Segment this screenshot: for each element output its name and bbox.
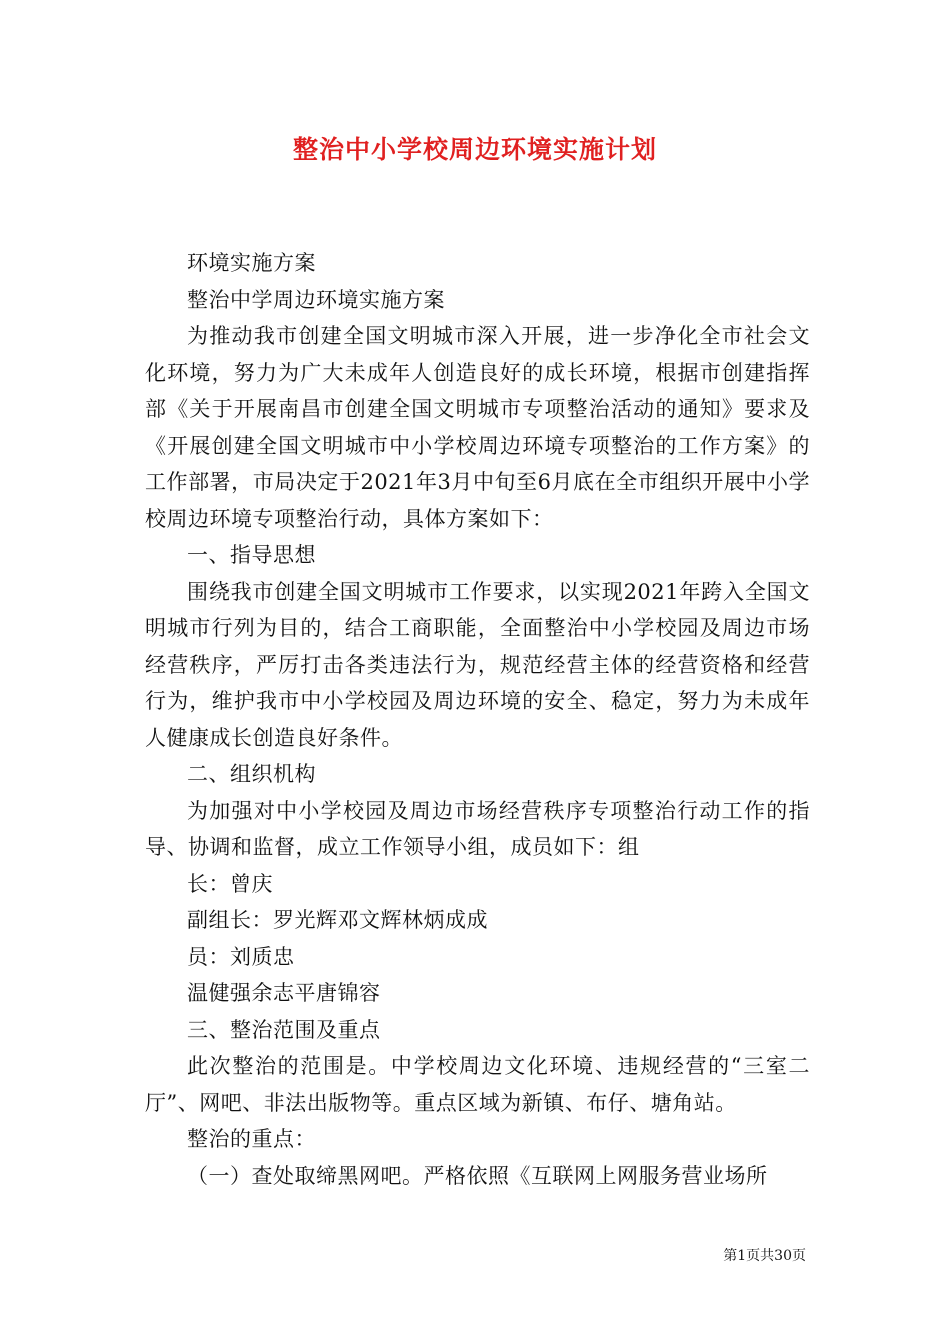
paragraph: 副组长：罗光辉邓文辉林炳成成 [187, 908, 488, 932]
page-number: 第1页共30页 [723, 1248, 806, 1264]
paragraph: （一）查处取缔黑网吧。严格依照《互联网上网服务营业场所 [187, 1163, 768, 1188]
section-heading: 一、指导思想 [187, 543, 316, 567]
paragraph: 围绕我市创建全国文明城市工作要求，以实现2021年跨入全国文明城市行列为目的，结合工商职能，全面整治中小学校园及周边市场经营秩序，严厉打击各类违法行为，规范经营主体的经营资格和经营行为，维护我市中小学校园及周边环境的安全、稳定，努力为未成年人健康成长创造良好条件。 [145, 579, 810, 750]
paragraph: 环境实施方案 [187, 251, 316, 275]
paragraph: 温健强余志平唐锦容 [187, 981, 381, 1005]
paragraph: 员：刘质忠 [187, 944, 295, 969]
paragraph: 此次整治的范围是。中学校周边文化环境、违规经营的“三室二厅”、网吧、非法出版物等。重点区域为新镇、布仔、塘角站。 [145, 1054, 810, 1115]
paragraph: 为推动我市创建全国文明城市深入开展，进一步净化全市社会文化环境，努力为广大未成年人创造良好的成长环境，根据市创建指挥部《关于开展南昌市创建全国文明城市专项整治活动的通知》要求及《开展创建全国文明城市中小学校周边环境专项整治的工作方案》的工作部署，市局决定于2021年3月中旬至6月底在全市组织开展中小学校周边环境专项整治行动，具体方案如下： [145, 324, 810, 531]
paragraph: 长：曾庆 [187, 871, 273, 896]
paragraph: 整治中学周边环境实施方案 [187, 287, 445, 312]
section-heading: 三、整治范围及重点 [187, 1017, 381, 1042]
paragraph: 为加强对中小学校园及周边市场经营秩序专项整治行动工作的指导、协调和监督，成立工作领导小组，成员如下：组 [145, 798, 810, 859]
document-body [145, 245, 810, 1194]
document-title: 整治中小学校周边环境实施计划 [292, 135, 657, 164]
paragraph: 整治的重点： [187, 1127, 316, 1151]
section-heading: 二、组织机构 [187, 762, 316, 786]
